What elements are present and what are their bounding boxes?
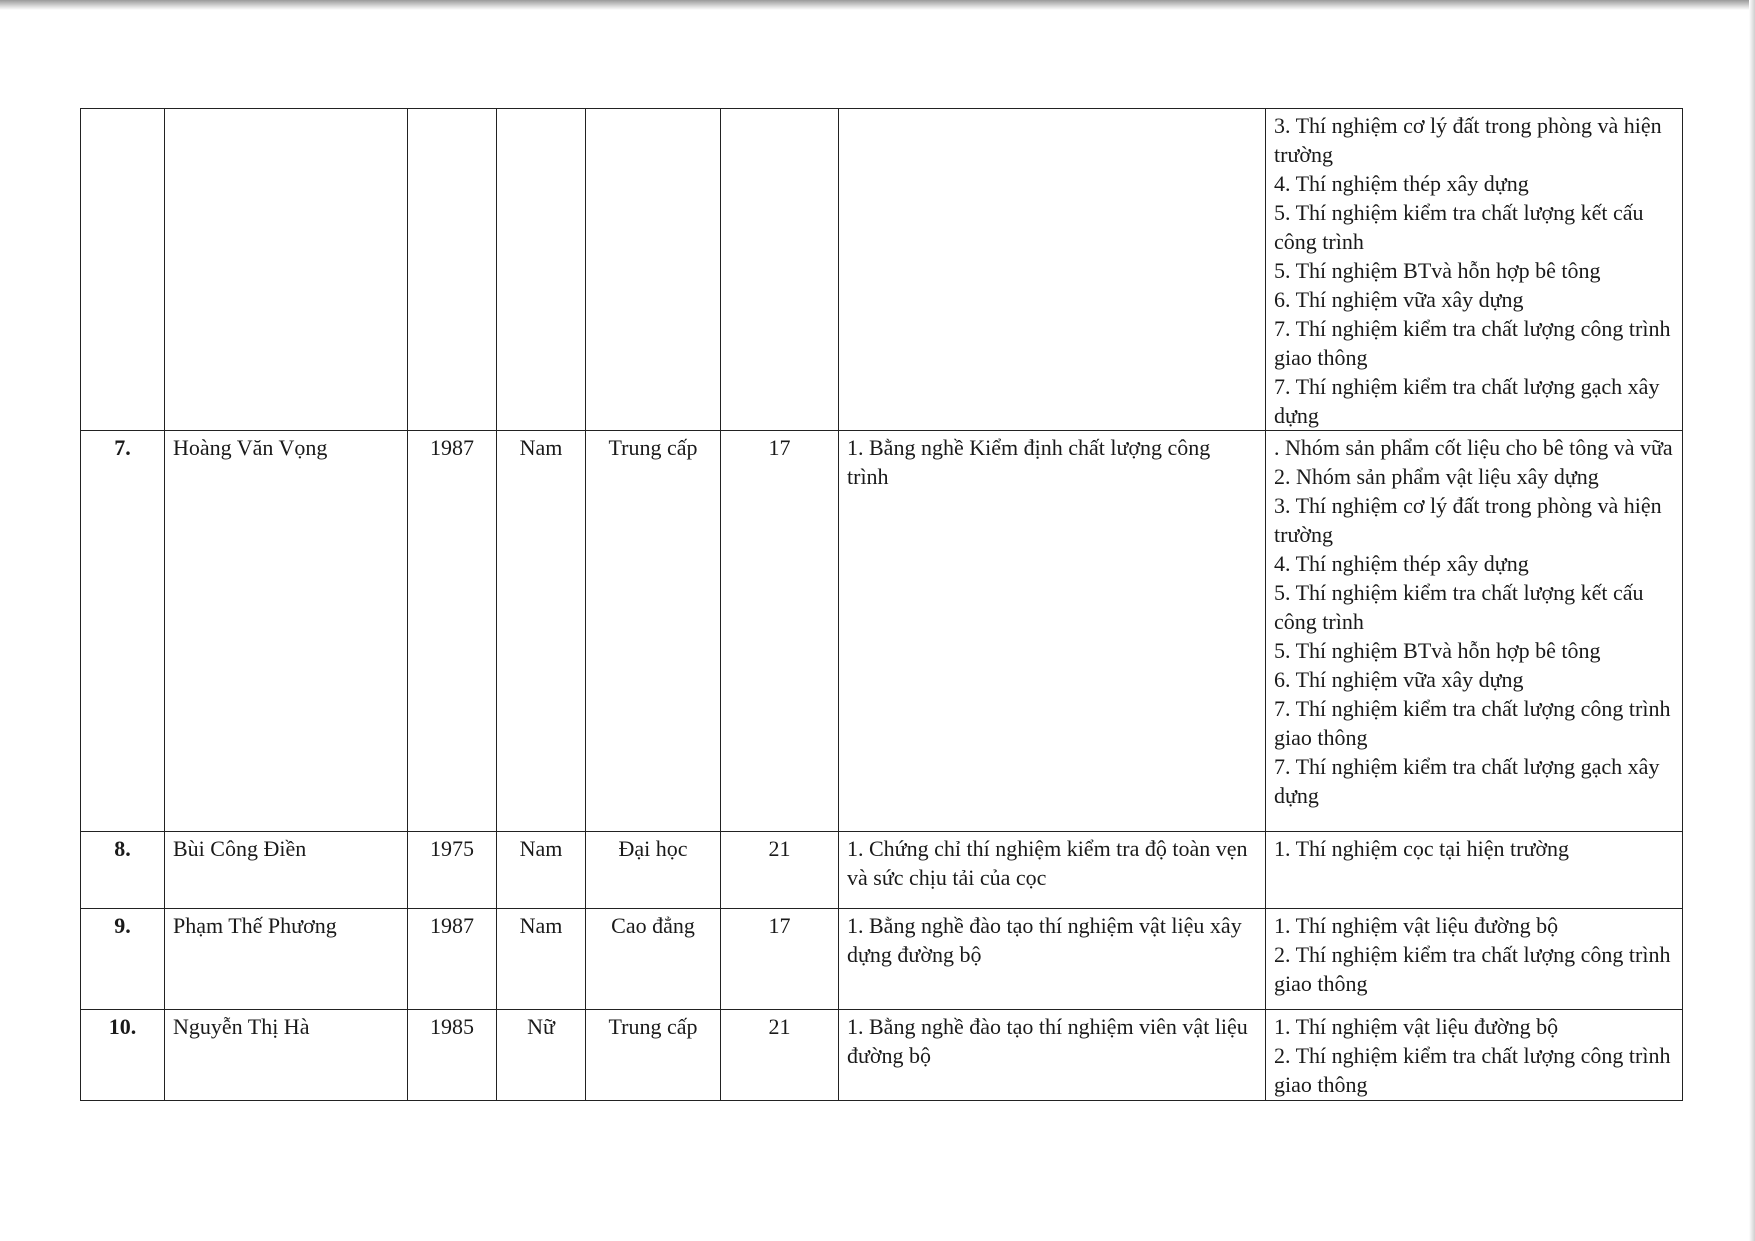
table-row	[81, 909, 1683, 1010]
staff-table	[80, 108, 1683, 1101]
tests-cell	[1266, 909, 1683, 1010]
education-level: Trung cấp	[586, 1010, 721, 1101]
table-row	[81, 832, 1683, 909]
years-experience	[721, 109, 839, 431]
gender: Nam	[497, 909, 586, 1010]
test-item: 2. Thí nghiệm kiểm tra chất lượng công trình giao thông	[1274, 1043, 1671, 1097]
education-level	[586, 109, 721, 431]
test-item: 1. Thí nghiệm vật liệu đường bộ	[1274, 913, 1559, 938]
table-row	[81, 109, 1683, 431]
certificate-item: 1. Chứng chỉ thí nghiệm kiểm tra độ toàn vẹn và sức chịu tải của cọc	[847, 836, 1248, 890]
test-item: 2. Thí nghiệm kiểm tra chất lượng công trình giao thông	[1274, 942, 1671, 996]
years-experience: 21	[721, 832, 839, 909]
test-item: 7. Thí nghiệm kiểm tra chất lượng gạch xây dựng	[1274, 754, 1660, 808]
certificates-cell	[839, 431, 1266, 832]
test-item: 1. Thí nghiệm cọc tại hiện trường	[1274, 836, 1570, 861]
scan-top-edge	[0, 0, 1755, 10]
tests-cell	[1266, 832, 1683, 909]
years-experience: 21	[721, 1010, 839, 1101]
birth-year: 1985	[408, 1010, 497, 1101]
test-item: 5. Thí nghiệm kiểm tra chất lượng kết cấu công trình	[1274, 580, 1644, 634]
tests-cell	[1266, 109, 1683, 431]
table-row	[81, 1010, 1683, 1101]
staff-name: Hoàng Văn Vọng	[165, 431, 408, 832]
certificate-item: 1. Bằng nghề đào tạo thí nghiệm vật liệu xây dựng đường bộ	[847, 913, 1242, 967]
test-item: 5. Thí nghiệm BTvà hỗn hợp bê tông	[1274, 638, 1601, 663]
tests-cell	[1266, 431, 1683, 832]
gender: Nam	[497, 431, 586, 832]
row-number: 9.	[81, 909, 165, 1010]
gender: Nam	[497, 832, 586, 909]
test-item: 7. Thí nghiệm kiểm tra chất lượng công trình giao thông	[1274, 696, 1671, 750]
education-level: Đại học	[586, 832, 721, 909]
gender	[497, 109, 586, 431]
education-level: Trung cấp	[586, 431, 721, 832]
row-number: 10.	[81, 1010, 165, 1101]
staff-name: Phạm Thế Phương	[165, 909, 408, 1010]
gender: Nữ	[497, 1010, 586, 1101]
years-experience: 17	[721, 909, 839, 1010]
education-level: Cao đẳng	[586, 909, 721, 1010]
table-row	[81, 431, 1683, 832]
test-item: 3. Thí nghiệm cơ lý đất trong phòng và hiện trường	[1274, 493, 1662, 547]
test-item: 4. Thí nghiệm thép xây dựng	[1274, 171, 1529, 196]
test-item: 2. Nhóm sản phẩm vật liệu xây dựng	[1274, 464, 1599, 489]
test-item: 3. Thí nghiệm cơ lý đất trong phòng và hiện trường	[1274, 113, 1662, 167]
tests-cell	[1266, 1010, 1683, 1101]
row-number	[81, 109, 165, 431]
test-item: 6. Thí nghiệm vữa xây dựng	[1274, 667, 1524, 692]
certificate-item: 1. Bằng nghề Kiểm định chất lượng công trình	[847, 435, 1211, 489]
test-item: 7. Thí nghiệm kiểm tra chất lượng công trình giao thông	[1274, 316, 1671, 370]
years-experience: 17	[721, 431, 839, 832]
test-item: 5. Thí nghiệm BTvà hỗn hợp bê tông	[1274, 258, 1601, 283]
staff-name: Nguyễn Thị Hà	[165, 1010, 408, 1101]
birth-year	[408, 109, 497, 431]
birth-year: 1987	[408, 431, 497, 832]
row-number: 8.	[81, 832, 165, 909]
test-item: 1. Thí nghiệm vật liệu đường bộ	[1274, 1014, 1559, 1039]
certificates-cell	[839, 109, 1266, 431]
certificates-cell	[839, 832, 1266, 909]
certificates-cell	[839, 909, 1266, 1010]
test-item: 5. Thí nghiệm kiểm tra chất lượng kết cấu công trình	[1274, 200, 1644, 254]
test-item: 4. Thí nghiệm thép xây dựng	[1274, 551, 1529, 576]
scan-right-edge	[1749, 0, 1755, 1241]
birth-year: 1987	[408, 909, 497, 1010]
certificates-cell	[839, 1010, 1266, 1101]
row-number: 7.	[81, 431, 165, 832]
certificate-item: 1. Bằng nghề đào tạo thí nghiệm viên vật liệu đường bộ	[847, 1014, 1248, 1068]
test-item: 7. Thí nghiệm kiểm tra chất lượng gạch xây dựng	[1274, 374, 1660, 428]
test-item: . Nhóm sản phẩm cốt liệu cho bê tông và vữa	[1274, 435, 1673, 460]
staff-name	[165, 109, 408, 431]
staff-name: Bùi Công Điền	[165, 832, 408, 909]
test-item: 6. Thí nghiệm vữa xây dựng	[1274, 287, 1524, 312]
birth-year: 1975	[408, 832, 497, 909]
